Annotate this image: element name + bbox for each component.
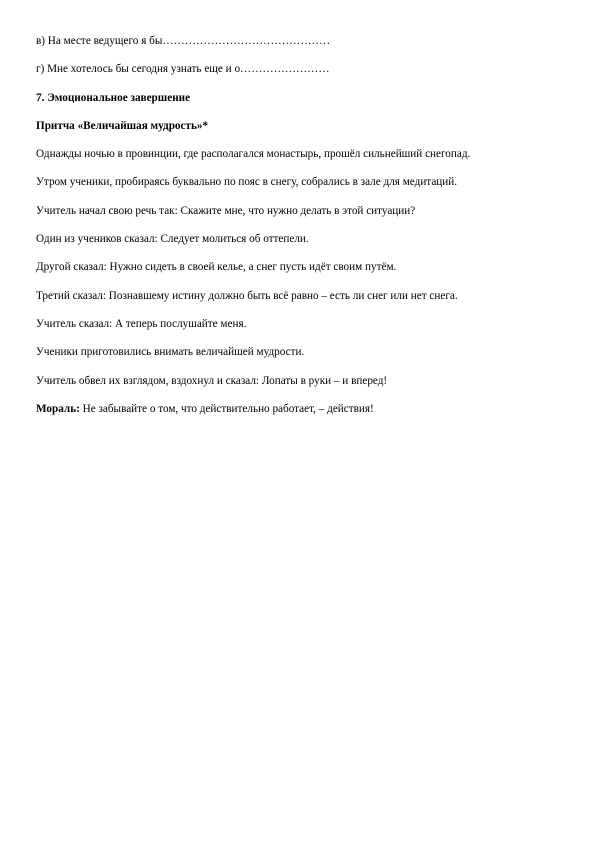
document-content <box>36 35 566 431</box>
parable-paragraph-5: Другой сказал: Нужно сидеть в своей келье, а снег пусть идёт своим путём. <box>36 261 397 274</box>
parable-paragraph-1: Однажды ночью в провинции, где располагался монастырь, прошёл сильнейший снегопад. <box>36 148 471 161</box>
parable-paragraph-7: Учитель сказал: А теперь послушайте меня. <box>36 317 247 330</box>
parable-paragraph-3: Учитель начал свою речь так: Скажите мне, что нужно делать в этой ситуации? <box>36 204 416 217</box>
moral-line <box>36 403 566 416</box>
parable-paragraph-8: Ученики приготовились внимать величайшей мудрости. <box>36 346 305 359</box>
parable-paragraph-9: Учитель обвел их взглядом, вздохнул и сказал: Лопаты в руки – и вперед! <box>36 374 388 387</box>
parable-paragraph-2: Утром ученики, пробираясь буквально по пояс в снегу, собрались в зале для медитаций. <box>36 176 458 189</box>
parable-title: Притча «Величайшая мудрость»* <box>36 119 209 132</box>
moral-label: Мораль: <box>36 402 80 415</box>
question-g: г) Мне хотелось бы сегодня узнать еще и о…………………… <box>36 63 330 76</box>
parable-paragraph-4: Один из учеников сказал: Следует молиться об оттепели. <box>36 233 309 246</box>
moral-text: Не забывайте о том, что действительно работает, – действия! <box>79 402 374 415</box>
parable-paragraph-6: Третий сказал: Познавшему истину должно быть всё равно – есть ли снег или нет снега. <box>36 289 458 302</box>
question-v: в) На месте ведущего я бы……………………………………… <box>36 35 331 47</box>
section-heading: 7. Эмоциональное завершение <box>36 91 191 104</box>
